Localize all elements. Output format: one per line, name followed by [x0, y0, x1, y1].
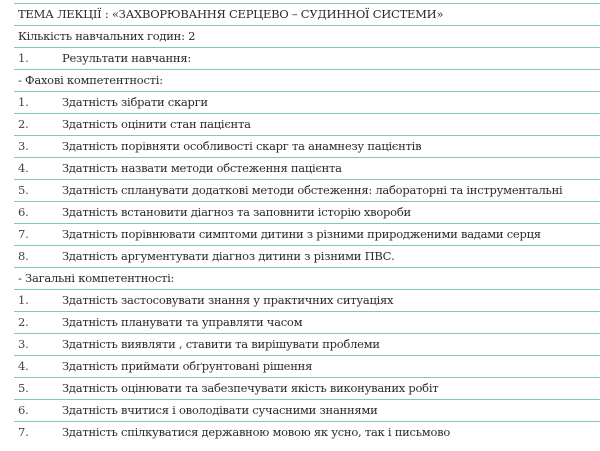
- item-text: Здатність спілкуватися державною мовою як усно, так і письмово: [62, 425, 451, 439]
- general-competences-heading: [14, 267, 600, 289]
- item-number: 1.: [18, 95, 29, 109]
- item-text: Здатність планувати та управляти часом: [62, 315, 303, 329]
- list-item: [14, 91, 600, 113]
- item-number: 3.: [18, 139, 29, 153]
- list-item: [14, 157, 600, 179]
- item-text: Здатність порівнювати симптоми дитини з різними природженими вадами серця: [62, 227, 541, 241]
- professional-competences-heading: [14, 69, 600, 91]
- section-label: Результати навчання:: [62, 51, 191, 65]
- item-number: 7.: [18, 425, 29, 439]
- list-item: [14, 201, 600, 223]
- lecture-title: [14, 3, 600, 25]
- list-item: [14, 311, 600, 333]
- item-number: 2.: [18, 117, 29, 131]
- list-item: [14, 333, 600, 355]
- list-item: [14, 355, 600, 377]
- item-number: 2.: [18, 315, 29, 329]
- list-item: [14, 179, 600, 201]
- item-number: 4.: [18, 161, 29, 175]
- item-number: 6.: [18, 403, 29, 417]
- item-text: Здатність вчитися і оволодівати сучасними знаннями: [62, 403, 378, 417]
- item-text: Здатність порівняти особливості скарг та анамнезу пацієнтів: [62, 139, 422, 153]
- heading-text: - Фахові компетентності:: [18, 73, 163, 87]
- item-text: Здатність оцінювати та забезпечувати якість виконуваних робіт: [62, 381, 439, 395]
- list-item: [14, 421, 600, 443]
- hours-text: Кількість навчальних годин: 2: [18, 29, 196, 43]
- item-number: 4.: [18, 359, 29, 373]
- section-learning-outcomes: [14, 47, 600, 69]
- list-item: [14, 113, 600, 135]
- list-item: [14, 399, 600, 421]
- item-text: Здатність спланувати додаткові методи обстеження: лабораторні та інструментальні: [62, 183, 563, 197]
- item-text: Здатність застосовувати знання у практичних ситуаціях: [62, 293, 394, 307]
- item-text: Здатність зібрати скарги: [62, 95, 208, 109]
- item-number: 3.: [18, 337, 29, 351]
- list-item: [14, 377, 600, 399]
- item-number: 7.: [18, 227, 29, 241]
- item-number: 8.: [18, 249, 29, 263]
- list-item: [14, 245, 600, 267]
- item-text: Здатність аргументувати діагноз дитини з різними ПВС.: [62, 249, 395, 263]
- item-text: Здатність виявляти , ставити та вирішувати проблеми: [62, 337, 380, 351]
- heading-text: - Загальні компетентності:: [18, 271, 175, 285]
- item-number: 6.: [18, 205, 29, 219]
- list-item: [14, 289, 600, 311]
- item-text: Здатність назвати методи обстеження пацієнта: [62, 161, 342, 175]
- list-item: [14, 135, 600, 157]
- section-number: 1.: [18, 51, 29, 65]
- item-number: 1.: [18, 293, 29, 307]
- lecture-document: [14, 3, 600, 443]
- item-text: Здатність оцінити стан пацієнта: [62, 117, 251, 131]
- hours-line: [14, 25, 600, 47]
- item-text: Здатність приймати обґрунтовані рішення: [62, 359, 313, 373]
- title-text: ТЕМА ЛЕКЦІЇ : «ЗАХВОРЮВАННЯ СЕРЦЕВО – СУДИННОЇ СИСТЕМИ»: [18, 7, 444, 21]
- item-number: 5.: [18, 381, 29, 395]
- item-text: Здатність встановити діагноз та заповнити історію хвороби: [62, 205, 411, 219]
- item-number: 5.: [18, 183, 29, 197]
- list-item: [14, 223, 600, 245]
